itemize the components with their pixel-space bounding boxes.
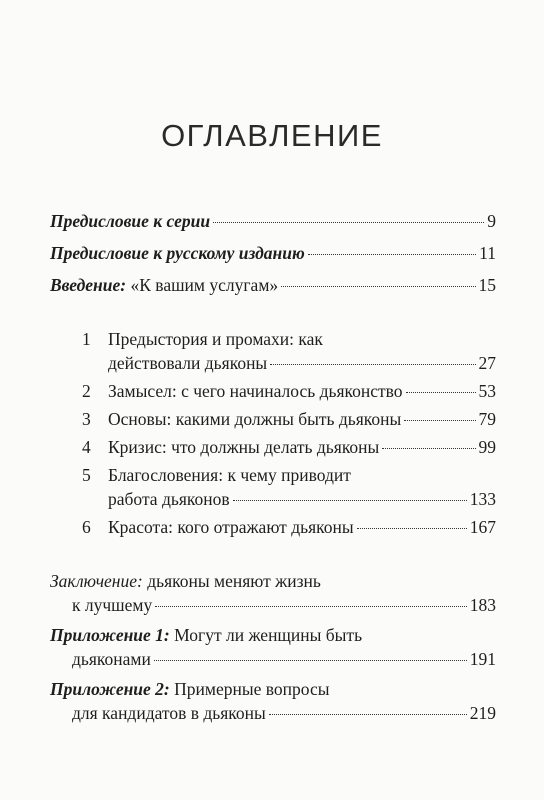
dot-leader	[406, 391, 476, 393]
toc-entry-label: для кандидатов в дьяконы	[72, 703, 266, 723]
dot-leader	[154, 659, 467, 661]
dot-leader	[281, 285, 475, 287]
toc-entry-label: Предисловие к русскому изданию	[50, 243, 305, 263]
toc-entry-chapter-4[interactable]	[108, 436, 496, 458]
dot-leader	[382, 447, 475, 449]
chapter-number: 5	[82, 465, 91, 485]
chapter-number: 6	[82, 517, 91, 537]
toc-entry-russian-preface[interactable]	[50, 242, 496, 264]
toc-page-number: 27	[478, 353, 496, 373]
dot-leader	[233, 499, 467, 501]
toc-page-number: 219	[469, 703, 496, 723]
toc-entry-chapter-6[interactable]	[108, 516, 496, 538]
toc-entry-introduction[interactable]	[50, 274, 496, 296]
toc-entry-label: Красота: кого отражают дьяконы	[108, 517, 354, 537]
toc-entry-chapter-1[interactable]	[108, 352, 496, 374]
toc-page-number: 9	[487, 211, 496, 231]
toc-entry-conclusion[interactable]	[72, 594, 496, 616]
toc-entry-chapter-2[interactable]	[108, 380, 496, 402]
chapter-title-line: Благословения: к чему приводит	[108, 465, 351, 485]
dot-leader	[308, 253, 476, 255]
toc-page-number: 99	[478, 437, 496, 457]
chapter-number: 3	[82, 409, 91, 429]
toc-entry-label: Приложение 1: Могут ли женщины быть	[50, 625, 363, 645]
toc-entry-label: Предисловие к серии	[50, 211, 211, 231]
dot-leader	[357, 527, 467, 529]
chapter-number: 4	[82, 437, 91, 457]
page-title: ОГЛАВЛЕНИЕ	[161, 118, 383, 153]
toc-page-number: 53	[478, 381, 496, 401]
dot-leader	[155, 605, 467, 607]
dot-leader	[270, 363, 475, 365]
toc-entry-label: Приложение 2: Примерные вопросы	[50, 679, 330, 699]
toc-entry-label: дьяконами	[72, 649, 151, 669]
toc-entry-label: работа дьяконов	[108, 489, 230, 509]
toc-entry-label: Кризис: что должны делать дьяконы	[108, 437, 380, 457]
toc-entry-label: Основы: какими должны быть дьяконы	[108, 409, 402, 429]
toc-entry-chapter-3[interactable]	[108, 408, 496, 430]
chapter-number: 2	[82, 381, 91, 401]
toc-entry-appendix-1[interactable]	[72, 648, 496, 670]
toc-page-number: 11	[479, 243, 496, 263]
dot-leader	[213, 221, 484, 223]
toc-entry-label: Заключение: дьяконы меняют жизнь	[50, 571, 321, 591]
toc-page-number: 133	[469, 489, 496, 509]
toc-entry-series-preface[interactable]	[50, 210, 496, 232]
chapter-title-line: Предыстория и промахи: как	[108, 329, 323, 349]
toc-page-number: 79	[478, 409, 496, 429]
toc-entry-label: к лучшему	[72, 595, 153, 615]
toc-page-number: 167	[469, 517, 496, 537]
toc-entry-chapter-5[interactable]	[108, 488, 496, 510]
dot-leader	[269, 713, 467, 715]
toc-page-number: 191	[469, 649, 496, 669]
toc-entry-label: действовали дьяконы	[108, 353, 268, 373]
toc-entry-appendix-2[interactable]	[72, 702, 496, 724]
toc-page-number: 15	[478, 275, 496, 295]
chapter-number: 1	[82, 329, 91, 349]
toc-entry-label: Замысел: с чего начиналось дьяконство	[108, 381, 403, 401]
toc-entry-label: Введение: «К вашим услугам»	[50, 275, 279, 295]
dot-leader	[404, 419, 475, 421]
toc-page-number: 183	[469, 595, 496, 615]
